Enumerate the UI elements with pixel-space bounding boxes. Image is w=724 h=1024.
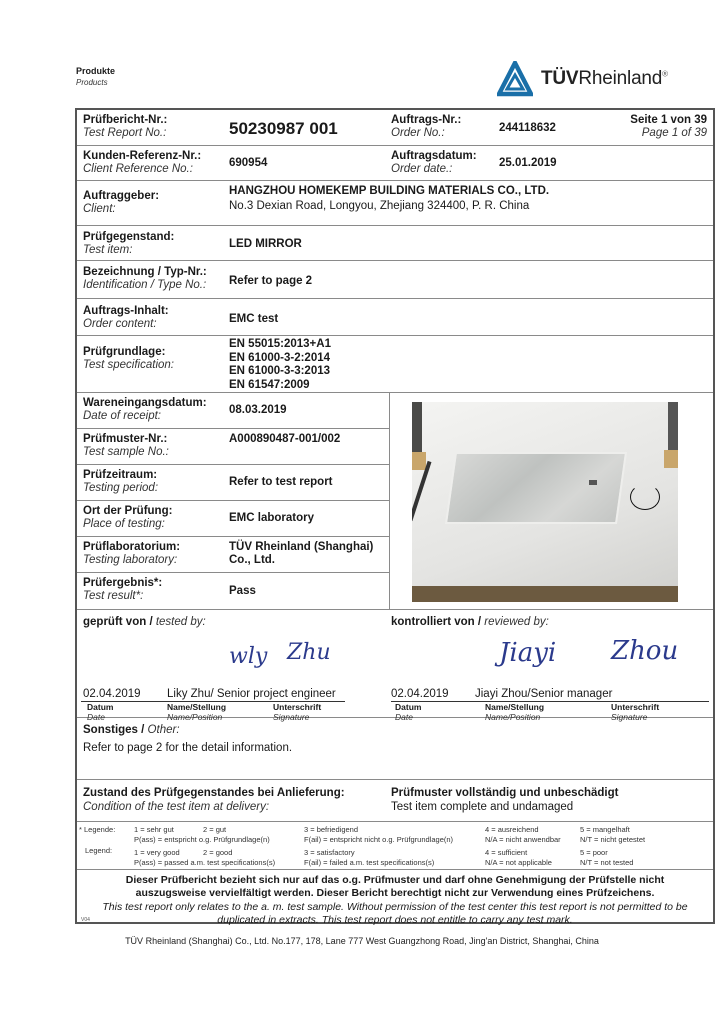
disclaimer-en: This test report only relates to the a. m. test sample. Without permission of the test center this test report is not permitted to be duplicated in extracts. This test report does not entitle to carry any test mark. — [102, 901, 688, 926]
client-ref-label: Kunden-Referenz-Nr.: Client Reference No.: — [83, 150, 202, 175]
division-en: Products — [76, 78, 108, 87]
sample-details-column — [77, 393, 390, 609]
order-no-value: 244118632 — [499, 122, 556, 134]
client-row — [77, 181, 713, 226]
report-number-row — [77, 110, 713, 146]
disclaimer-section — [77, 870, 713, 926]
identification-label: Bezeichnung / Typ-Nr.: Identification / Type No.: — [83, 266, 207, 291]
other-text: Refer to page 2 for the detail information. — [83, 742, 293, 754]
sample-details-section — [77, 393, 713, 610]
order-content-value: EMC test — [229, 313, 279, 325]
legend-entry: N/A = nicht anwendbar — [485, 835, 561, 844]
legend-entry: 1 = very good — [134, 848, 180, 857]
legend-entry: 4 = ausreichend — [485, 825, 539, 834]
reviewed-by-title: kontrolliert von / reviewed by: — [391, 616, 549, 628]
test-spec-list — [229, 338, 331, 392]
power-cable-image — [630, 484, 660, 510]
client-ref-value: 690954 — [229, 157, 268, 169]
legend-section — [77, 822, 713, 870]
form-version: V04 — [81, 917, 90, 923]
receipt-date-label: Wareneingangsdatum: Date of receipt: — [83, 397, 207, 422]
footer-address: TÜV Rheinland (Shanghai) Co., Ltd. No.177, 178, Lane 777 West Guangzhong Road, Jing'an District, Shanghai, China — [125, 936, 599, 946]
receipt-date-row — [77, 393, 389, 429]
legend-entry: 3 = satisfactory — [304, 848, 355, 857]
place-value: EMC laboratory — [229, 512, 314, 524]
testing-period-value: Refer to test report — [229, 476, 333, 488]
testing-laboratory-row — [77, 537, 389, 573]
sample-no-label: Prüfmuster-Nr.: Test sample No.: — [83, 433, 169, 458]
tested-signature-part1: wly — [229, 644, 268, 669]
report-no-label: Prüfbericht-Nr.: Test Report No.: — [83, 114, 168, 139]
legend-entry: N/T = not tested — [580, 858, 634, 867]
reviewed-name-position: Jiayi Zhou/Senior manager — [475, 688, 613, 700]
client-reference-row — [77, 146, 713, 181]
legend-entry: 3 = befriedigend — [304, 825, 359, 834]
legend-entry: 4 = sufficient — [485, 848, 528, 857]
condition-section — [77, 780, 713, 822]
legend-entry: 1 = sehr gut — [134, 825, 174, 834]
reviewed-date: 02.04.2019 — [391, 688, 449, 700]
identification-row — [77, 261, 713, 299]
place-of-testing-row — [77, 501, 389, 537]
legend-entry: 2 = gut — [203, 825, 227, 834]
receipt-date-value: 08.03.2019 — [229, 404, 287, 416]
client-name: HANGZHOU HOMEKEMP BUILDING MATERIALS CO., LTD. — [229, 185, 550, 197]
legend-entry: 2 = good — [203, 848, 233, 857]
legend-entry: P(ass) = passed a.m. test specifications(s) — [134, 858, 276, 867]
order-date-value: 25.01.2019 — [499, 157, 557, 169]
logo-wordmark: TÜVRheinland® — [541, 68, 668, 89]
report-no-value: 50230987 001 — [229, 119, 338, 138]
reviewed-by-block: kontrolliert von / reviewed by: Jiayi Zhou 02.04.2019 Jiayi Zhou/Senior manager Datum Date Name/Stellung Name/Position Unterschrift Signature — [391, 610, 715, 717]
test-spec-item: EN 61547:2009 — [229, 378, 310, 391]
tested-signature-part2: Zhu — [287, 640, 331, 665]
sample-photo-column — [390, 393, 713, 609]
test-spec-item: EN 55015:2013+A1 — [229, 338, 331, 350]
order-content-row — [77, 299, 713, 336]
legend-title-en: Legend: — [85, 846, 113, 855]
test-result-row — [77, 573, 389, 610]
reviewed-signature-part2: Zhou — [611, 636, 679, 666]
client-label: Auftraggeber: Client: — [83, 190, 160, 215]
testing-period-label: Prüfzeitraum: Testing period: — [83, 469, 159, 494]
identification-value: Refer to page 2 — [229, 275, 313, 287]
client-address: No.3 Dexian Road, Longyou, Zhejiang 324400, P. R. China — [229, 200, 530, 212]
condition-label-en: Condition of the test item at delivery: — [83, 801, 270, 813]
test-spec-label: Prüfgrundlage: Test specification: — [83, 346, 174, 371]
legend-title-de: * Legende: — [79, 825, 116, 834]
test-spec-item: EN 61000-3-3:2013 — [229, 365, 331, 377]
laboratory-value: TÜV Rheinland (Shanghai) Co., Ltd. — [229, 541, 374, 566]
result-label: Prüfergebnis*: Test result*: — [83, 577, 163, 602]
legend-entry: P(ass) = entspricht o.g. Prüfgrundlage(n) — [134, 835, 270, 844]
legend-entry: N/T = nicht getestet — [580, 835, 646, 844]
sample-no-row — [77, 429, 389, 465]
test-item-value: LED MIRROR — [229, 238, 302, 250]
order-content-label: Auftrags-Inhalt: Order content: — [83, 305, 169, 330]
disclaimer-de: Dieser Prüfbericht bezieht sich nur auf das o.g. Prüfmuster und darf ohne Genehmigung der Prüfstelle nicht auszugsweise vervielfältigt werden. Dieser Bericht berechtigt nicht zur Verwendung eines Prüfzeichens. — [125, 874, 665, 899]
test-specification-row — [77, 336, 713, 393]
sample-no-value: A000890487-001/002 — [229, 433, 341, 445]
laboratory-label: Prüflaboratorium: Testing laboratory: — [83, 541, 181, 566]
tested-name-position: Liky Zhu/ Senior project engineer — [167, 688, 336, 700]
legend-entry: N/A = not applicable — [485, 858, 552, 867]
legend-entry: F(ail) = failed a.m. test specifications(s) — [304, 858, 435, 867]
testing-period-row — [77, 465, 389, 501]
tested-by-title: geprüft von / tested by: — [83, 616, 206, 628]
result-value: Pass — [229, 585, 256, 597]
tested-by-block: geprüft von / tested by: wly Zhu 02.04.2019 Liky Zhu/ Senior project engineer Datum Date Name/Stellung Name/Position Unterschrift Signature — [77, 610, 390, 717]
page-indicator: Seite 1 von 39 Page 1 of 39 — [630, 114, 707, 139]
other-title: Sonstiges / Other: — [83, 724, 180, 736]
report-form — [75, 108, 715, 924]
legend-entry: 5 = mangelhaft — [580, 825, 630, 834]
order-no-label: Auftrags-Nr.: Order No.: — [391, 114, 462, 139]
tested-date: 02.04.2019 — [83, 688, 141, 700]
test-item-row — [77, 226, 713, 261]
condition-label-de: Zustand des Prüfgegenstandes bei Anlieferung: — [83, 787, 345, 799]
signature-section — [77, 610, 713, 722]
legend-entry: F(ail) = entspricht nicht o.g. Prüfgrundlage(n) — [304, 835, 454, 844]
test-item-label: Prüfgegenstand: Test item: — [83, 231, 175, 256]
tuv-triangle-logo-icon — [497, 61, 533, 97]
led-mirror-image — [445, 452, 627, 524]
tuv-rheinland-logo — [497, 59, 697, 99]
place-label: Ort der Prüfung: Place of testing: — [83, 505, 173, 530]
sample-photo — [412, 402, 678, 602]
document-division — [76, 66, 115, 88]
reviewed-signature-part1: Jiayi — [499, 638, 557, 668]
condition-value-en: Test item complete and undamaged — [391, 801, 574, 813]
other-section — [77, 718, 713, 780]
legend-entry: 5 = poor — [580, 848, 608, 857]
condition-value-de: Prüfmuster vollständig und unbeschädigt — [391, 787, 619, 799]
test-spec-item: EN 61000-3-2:2014 — [229, 351, 331, 364]
order-date-label: Auftragsdatum: Order date.: — [391, 150, 477, 175]
division-de: Produkte — [76, 66, 116, 76]
